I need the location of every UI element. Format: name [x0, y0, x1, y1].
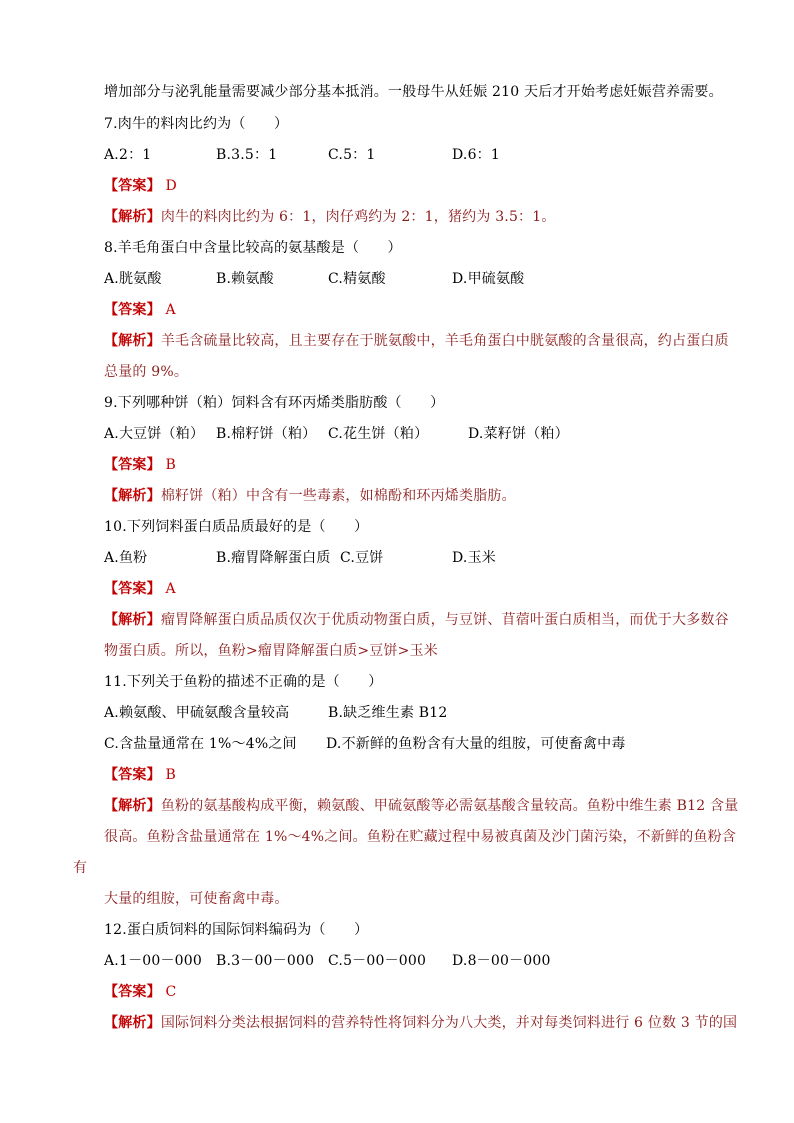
answer-label: 【答案】 [104, 767, 161, 783]
answer-line-9 [104, 455, 176, 475]
question-options-9 [104, 424, 704, 444]
explanation-text: 棉籽饼（粕）中含有一些毒素，如棉酚和环丙烯类脂肪。 [160, 488, 516, 504]
explanation-text: 鱼粉的氨基酸构成平衡，赖氨酸、甲硫氨酸等必需氨基酸含量较高。鱼粉中维生素 B12 含量 [160, 798, 739, 814]
option-d: D.玉米 [452, 550, 496, 566]
question-options-7 [104, 145, 704, 165]
question-options-11-row1 [104, 703, 704, 723]
option-a: A.胱氨酸 [104, 271, 162, 287]
option-d: D.甲硫氨酸 [452, 271, 525, 287]
answer-value: B [165, 767, 176, 783]
option-a: A.2：1 [104, 147, 152, 163]
explanation-continued-8: 总量的 9%。 [104, 364, 189, 380]
explanation-line-7 [104, 207, 556, 227]
answer-line-12 [104, 982, 176, 1002]
option-c: C.5－00－000 [328, 953, 427, 969]
explanation-text: 国际饲料分类法根据饲料的营养特性将饲料分为八大类，并对每类饲料进行 6 位数 3 节的国 [160, 1015, 738, 1031]
option-a: A.赖氨酸、甲硫氨酸含量较高 [104, 705, 290, 721]
question-options-10 [104, 548, 704, 568]
answer-label: 【答案】 [104, 302, 161, 318]
option-d: D.不新鲜的鱼粉含有大量的组胺，可使畜禽中毒 [326, 736, 626, 752]
explanation-continued-10: 物蛋白质。所以，鱼粉>瘤胃降解蛋白质>豆饼>玉米 [104, 643, 438, 659]
option-c: C.豆饼 [340, 550, 384, 566]
question-stem-11: 11.下列关于鱼粉的描述不正确的是（ ） [104, 674, 383, 690]
explanation-text: 羊毛含硫量比较高，且主要存在于胱氨酸中，羊毛角蛋白中胱氨酸的含量很高，约占蛋白质 [160, 333, 729, 349]
option-c: C.花生饼（粕） [328, 426, 429, 442]
explanation-label: 【解析】 [104, 488, 161, 504]
answer-line-7 [104, 176, 177, 196]
option-a: A.大豆饼（粕） [104, 426, 205, 442]
explanation-line-10 [104, 610, 729, 630]
option-d: D.8－00－000 [452, 953, 551, 969]
option-d: D.6：1 [452, 147, 500, 163]
explanation-line-9 [104, 486, 516, 506]
explanation-label: 【解析】 [104, 1015, 161, 1031]
answer-label: 【答案】 [104, 457, 161, 473]
answer-value: D [165, 178, 177, 194]
explanation-label: 【解析】 [104, 333, 161, 349]
explanation-line-8 [104, 331, 729, 351]
answer-label: 【答案】 [104, 581, 161, 597]
option-c: C.精氨酸 [328, 271, 386, 287]
answer-value: A [165, 581, 176, 597]
option-b: B.3.5：1 [216, 147, 278, 163]
question-options-12 [104, 951, 704, 971]
answer-value: A [165, 302, 176, 318]
option-c: C.含盐量通常在 1%～4%之间 [104, 736, 297, 752]
explanation-line-11 [104, 796, 738, 816]
explanation-text: 肉牛的料肉比约为 6：1，肉仔鸡约为 2：1，猪约为 3.5：1。 [160, 209, 556, 225]
question-stem-7: 7.肉牛的料肉比约为（ ） [104, 116, 289, 132]
question-stem-10: 10.下列饲料蛋白质品质最好的是（ ） [104, 519, 369, 535]
option-a: A.1－00－000 [104, 953, 203, 969]
answer-value: B [165, 457, 176, 473]
explanation-wrap-11: 有 [73, 860, 88, 876]
question-stem-8: 8.羊毛角蛋白中含量比较高的氨基酸是（ ） [104, 240, 402, 256]
explanation-text: 瘤胃降解蛋白质品质仅次于优质动物蛋白质，与豆饼、苜蓿叶蛋白质相当，而优于大多数谷 [160, 612, 729, 628]
explanation-continued-11b: 大量的组胺，可使畜禽中毒。 [104, 891, 289, 907]
option-c: C.5：1 [328, 147, 376, 163]
option-b: B.3－00－000 [216, 953, 315, 969]
intro-line: 增加部分与泌乳能量需要减少部分基本抵消。一般母牛从妊娠 210 天后才开始考虑妊娠营养需要。 [104, 84, 723, 100]
option-b: B.瘤胃降解蛋白质 [216, 550, 331, 566]
answer-line-11 [104, 765, 176, 785]
question-options-8 [104, 269, 704, 289]
answer-label: 【答案】 [104, 984, 161, 1000]
question-options-11-row2 [104, 734, 744, 754]
option-b: B.赖氨酸 [216, 271, 274, 287]
answer-line-8 [104, 300, 176, 320]
answer-line-10 [104, 579, 176, 599]
explanation-label: 【解析】 [104, 798, 161, 814]
question-stem-9: 9.下列哪种饼（粕）饲料含有环丙烯类脂肪酸（ ） [104, 395, 445, 411]
answer-label: 【答案】 [104, 178, 161, 194]
explanation-label: 【解析】 [104, 612, 161, 628]
answer-value: C [165, 984, 177, 1000]
explanation-continued-11: 很高。鱼粉含盐量通常在 1%～4%之间。鱼粉在贮藏过程中易被真菌及沙门菌污染，不新鲜的鱼粉含 [104, 829, 737, 845]
question-stem-12: 12.蛋白质饲料的国际饲料编码为（ ） [104, 922, 369, 938]
option-b: B.缺乏维生素 B12 [328, 705, 448, 721]
option-a: A.鱼粉 [104, 550, 148, 566]
option-b: B.棉籽饼（粕） [216, 426, 317, 442]
explanation-label: 【解析】 [104, 209, 161, 225]
option-d: D.菜籽饼（粕） [468, 426, 569, 442]
explanation-line-12 [104, 1013, 737, 1033]
